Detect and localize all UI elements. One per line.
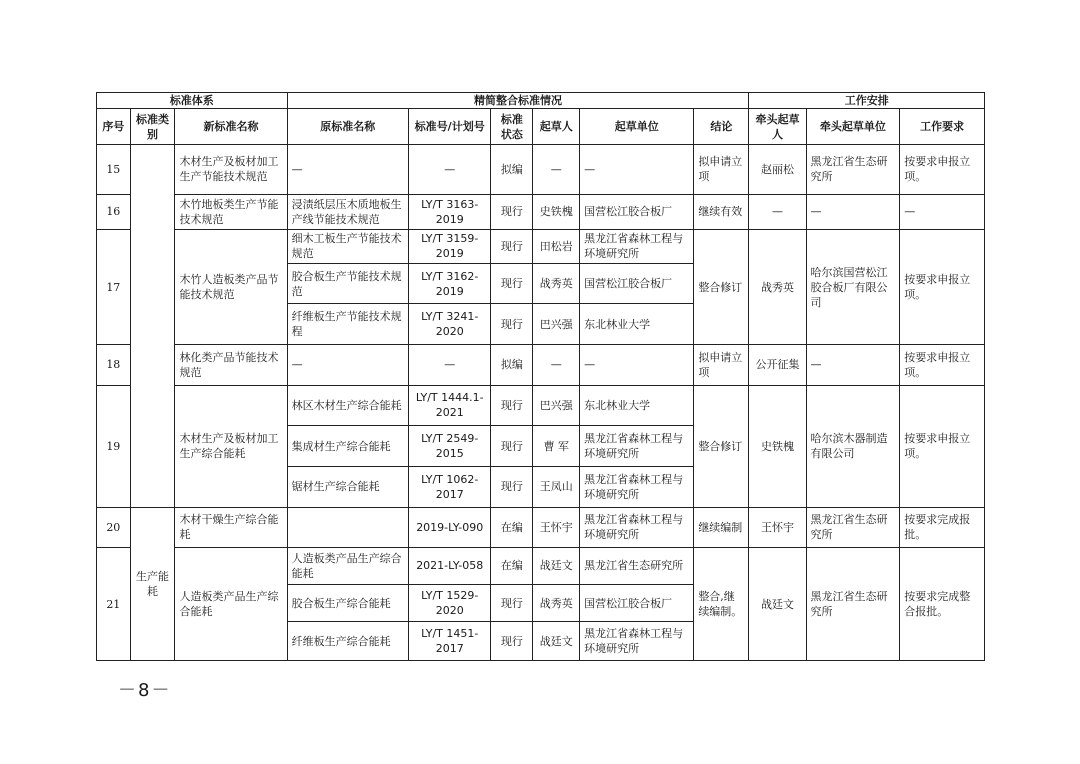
drafter-unit: 黑龙江省森林工程与环境研究所: [580, 507, 694, 548]
standard-status: 拟编: [491, 144, 533, 194]
header-drafter: 起草人: [533, 109, 580, 145]
orig-standard-name: 纤维板生产综合能耗: [287, 622, 408, 661]
lead-drafter: 史铁槐: [749, 385, 806, 507]
standard-number: LY/T 1444.1-2021: [408, 385, 491, 426]
drafter: —: [533, 344, 580, 385]
orig-standard-name: 细木工板生产节能技术规范: [287, 230, 408, 264]
standard-number: —: [408, 144, 491, 194]
standard-status: 在编: [491, 548, 533, 585]
standard-number: 2019-LY-090: [408, 507, 491, 548]
new-standard-name: 木竹地板类生产节能技术规范: [175, 194, 287, 230]
table-row-15: [97, 144, 985, 194]
work-requirement: 按要求完成整合报批。: [900, 548, 985, 661]
header-std-no: 标准号/计划号: [408, 109, 491, 145]
drafter: 巴兴强: [533, 385, 580, 426]
lead-drafter: 赵丽松: [749, 144, 806, 194]
lead-drafter: —: [749, 194, 806, 230]
standard-status: 现行: [491, 584, 533, 622]
page-number: －8－: [118, 680, 172, 701]
lead-unit: 哈尔滨木器制造有限公司: [806, 385, 900, 507]
row-seq: 16: [97, 194, 131, 230]
drafter: 田松岩: [533, 230, 580, 264]
drafter-unit: 黑龙江省森林工程与环境研究所: [580, 426, 694, 467]
standard-number: —: [408, 344, 491, 385]
standard-status: 现行: [491, 426, 533, 467]
lead-drafter: 战秀英: [749, 230, 806, 345]
header-lead-drafter: 牵头起草人: [749, 109, 806, 145]
drafter-unit: 国营松江胶合板厂: [580, 194, 694, 230]
header-status: 标准状态: [491, 109, 533, 145]
conclusion: 拟申请立项: [694, 344, 749, 385]
header-seq: 序号: [97, 109, 131, 145]
standards-table: [96, 92, 985, 661]
row-seq: 19: [97, 385, 131, 507]
drafter: 曹 军: [533, 426, 580, 467]
table-row-20: [97, 507, 985, 548]
standard-status: 现行: [491, 622, 533, 661]
standard-number: 2021-LY-058: [408, 548, 491, 585]
standard-number: LY/T 3241-2020: [408, 304, 491, 345]
standard-number: LY/T 1529-2020: [408, 584, 491, 622]
orig-standard-name: 纤维板生产节能技术规程: [287, 304, 408, 345]
conclusion: 整合修订: [694, 230, 749, 345]
orig-standard-name: 胶合板生产节能技术规范: [287, 263, 408, 304]
drafter: 战秀英: [533, 263, 580, 304]
row-seq: 21: [97, 548, 131, 661]
drafter-unit: 国营松江胶合板厂: [580, 263, 694, 304]
drafter-unit: 黑龙江省森林工程与环境研究所: [580, 230, 694, 264]
drafter: 巴兴强: [533, 304, 580, 345]
drafter: 史铁槐: [533, 194, 580, 230]
orig-standard-name: 集成材生产综合能耗: [287, 426, 408, 467]
standard-number: LY/T 3162-2019: [408, 263, 491, 304]
lead-unit: 黑龙江省生态研究所: [806, 548, 900, 661]
lead-drafter: 战廷文: [749, 548, 806, 661]
standard-status: 现行: [491, 194, 533, 230]
drafter: 战秀英: [533, 584, 580, 622]
conclusion: 继续有效: [694, 194, 749, 230]
lead-unit: 哈尔滨国营松江胶合板厂有限公司: [806, 230, 900, 345]
header-orig-name: 原标准名称: [287, 109, 408, 145]
standard-status: 现行: [491, 230, 533, 264]
orig-standard-name: 人造板类产品生产综合能耗: [287, 548, 408, 585]
drafter-unit: —: [580, 144, 694, 194]
conclusion: 继续编制: [694, 507, 749, 548]
new-standard-name: 木材生产及板材加工生产综合能耗: [175, 385, 287, 507]
standard-status: 在编: [491, 507, 533, 548]
work-requirement: 按要求完成报批。: [900, 507, 985, 548]
table-row-21: [97, 548, 985, 585]
header-row-columns: [97, 109, 985, 145]
standard-status: 现行: [491, 385, 533, 426]
conclusion: 整合,继续编制。: [694, 548, 749, 661]
conclusion: 拟申请立项: [694, 144, 749, 194]
drafter: 王怀宇: [533, 507, 580, 548]
table-row-17: [97, 230, 985, 264]
drafter: 王凤山: [533, 466, 580, 507]
header-standard-system: 标准体系: [97, 93, 288, 109]
category-cell-blank: [130, 144, 175, 507]
new-standard-name: 木竹人造板类产品节能技术规范: [175, 230, 287, 345]
row-seq: 20: [97, 507, 131, 548]
table-row-19: [97, 385, 985, 426]
row-seq: 17: [97, 230, 131, 345]
orig-standard-name: 林区木材生产综合能耗: [287, 385, 408, 426]
orig-standard-name: —: [287, 144, 408, 194]
header-drafter-unit: 起草单位: [580, 109, 694, 145]
standard-category: 生产能耗: [130, 507, 175, 660]
lead-unit: 黑龙江省生态研究所: [806, 507, 900, 548]
drafter-unit: 东北林业大学: [580, 304, 694, 345]
work-requirement: 按要求申报立项。: [900, 344, 985, 385]
table-row-18: [97, 344, 985, 385]
standard-number: LY/T 3159-2019: [408, 230, 491, 264]
row-seq: 15: [97, 144, 131, 194]
standard-number: LY/T 2549-2015: [408, 426, 491, 467]
orig-standard-name: 胶合板生产综合能耗: [287, 584, 408, 622]
header-lead-unit: 牵头起草单位: [806, 109, 900, 145]
table-row-16: [97, 194, 985, 230]
drafter-unit: 国营松江胶合板厂: [580, 584, 694, 622]
drafter-unit: 黑龙江省森林工程与环境研究所: [580, 466, 694, 507]
standard-status: 现行: [491, 466, 533, 507]
orig-standard-name: [287, 507, 408, 548]
drafter: —: [533, 144, 580, 194]
header-conclusion: 结论: [694, 109, 749, 145]
header-work-arrangement: 工作安排: [749, 93, 985, 109]
lead-unit: 黑龙江省生态研究所: [806, 144, 900, 194]
row-seq: 18: [97, 344, 131, 385]
lead-unit: —: [806, 194, 900, 230]
lead-drafter: 公开征集: [749, 344, 806, 385]
standard-number: LY/T 1062-2017: [408, 466, 491, 507]
work-requirement: 按要求申报立项。: [900, 230, 985, 345]
standard-status: 现行: [491, 304, 533, 345]
orig-standard-name: —: [287, 344, 408, 385]
orig-standard-name: 锯材生产综合能耗: [287, 466, 408, 507]
header-new-name: 新标准名称: [175, 109, 287, 145]
new-standard-name: 木材干燥生产综合能耗: [175, 507, 287, 548]
conclusion: 整合修订: [694, 385, 749, 507]
lead-drafter: 王怀宇: [749, 507, 806, 548]
orig-standard-name: 浸渍纸层压木质地板生产线节能技术规范: [287, 194, 408, 230]
standard-status: 现行: [491, 263, 533, 304]
work-requirement: 按要求申报立项。: [900, 144, 985, 194]
header-requirement: 工作要求: [900, 109, 985, 145]
drafter-unit: 黑龙江省森林工程与环境研究所: [580, 622, 694, 661]
new-standard-name: 木材生产及板材加工生产节能技术规范: [175, 144, 287, 194]
header-consolidation: 精简整合标准情况: [287, 93, 749, 109]
header-row-groups: [97, 93, 985, 109]
work-requirement: —: [900, 194, 985, 230]
drafter: 战廷文: [533, 622, 580, 661]
drafter-unit: 东北林业大学: [580, 385, 694, 426]
new-standard-name: 人造板类产品生产综合能耗: [175, 548, 287, 661]
header-category: 标准类别: [130, 109, 175, 145]
drafter: 战廷文: [533, 548, 580, 585]
standard-number: LY/T 1451-2017: [408, 622, 491, 661]
standard-number: LY/T 3163-2019: [408, 194, 491, 230]
work-requirement: 按要求申报立项。: [900, 385, 985, 507]
lead-unit: —: [806, 344, 900, 385]
drafter-unit: —: [580, 344, 694, 385]
standard-status: 拟编: [491, 344, 533, 385]
new-standard-name: 林化类产品节能技术规范: [175, 344, 287, 385]
drafter-unit: 黑龙江省生态研究所: [580, 548, 694, 585]
